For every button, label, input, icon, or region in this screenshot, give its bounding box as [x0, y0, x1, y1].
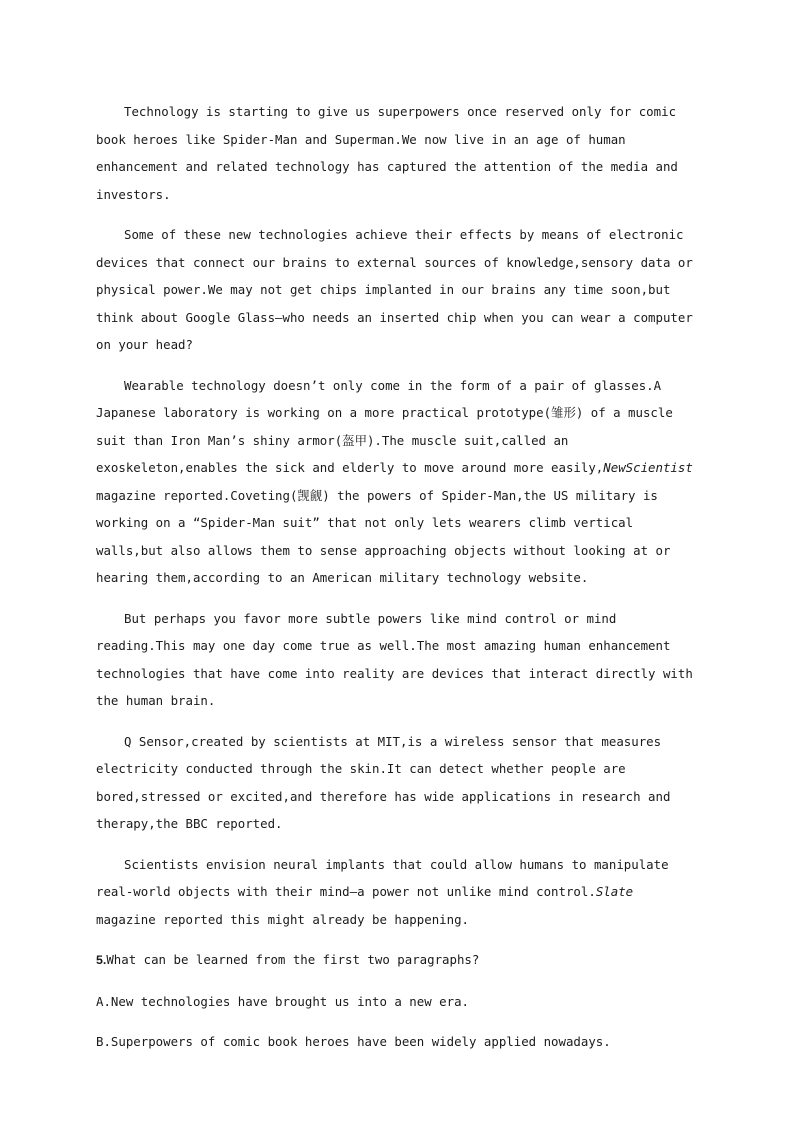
- paragraph-3-part-b: magazine reported.Coveting(觊觎) the powers of Spider-Man,the US military is working on a “Spider-Man suit” that not only lets wearers climb vertical walls,but also allows them to sense approaching objects without looking at or hearing them,according to an American military technology website.: [96, 487, 671, 585]
- paragraph-3: [96, 372, 696, 592]
- question-number: 5.: [96, 953, 107, 967]
- question-text: What can be learned from the first two paragraphs?: [106, 952, 480, 967]
- option-a[interactable]: A.New technologies have brought us into a new era.: [96, 993, 469, 1009]
- paragraph-4: But perhaps you favor more subtle powers like mind control or mind reading.This may one day come true as well.The most amazing human enhancement technologies that have come into reality are devices that interact directly with the human brain.: [96, 610, 693, 708]
- paragraph-6: [96, 851, 696, 934]
- magazine-name-newscientist: NewScientist: [603, 460, 693, 475]
- paragraph-6-part-a: Scientists envision neural implants that could allow humans to manipulate real-world objects with their mind—a power not unlike mind control.: [96, 856, 669, 899]
- paragraph-2: Some of these new technologies achieve their effects by means of electronic devices that connect our brains to external sources of knowledge,sensory data or physical power.We may not get chips implanted in our brains any time soon,but think about Google Glass—who needs an inserted chip when you can wear a computer on your head?: [96, 227, 693, 352]
- question-5: [96, 946, 696, 975]
- paragraph-1: Technology is starting to give us superpowers once reserved only for comic book heroes like Spider-Man and Superman.We now live in an age of human enhancement and related technology has captured the attention of the media and investors.: [96, 104, 678, 202]
- magazine-name-slate: Slate: [595, 884, 634, 899]
- paragraph-3-part-a: Wearable technology doesn’t only come in the form of a pair of glasses.A Japanese laboratory is working on a more practical prototype(雏形) of a muscle suit than Iron Man’s shiny armor(盔甲).The muscle suit,called an exoskeleton,enables the sick and elderly to move around more easily,: [96, 377, 673, 475]
- document-page: [96, 98, 696, 1069]
- option-b[interactable]: B.Superpowers of comic book heroes have been widely applied nowadays.: [96, 1034, 611, 1049]
- paragraph-5: Q Sensor,created by scientists at MIT,is a wireless sensor that measures electricity conducted through the skin.It can detect whether people are bored,stressed or excited,and therefore has wide applications in research and therapy,the BBC reported.: [96, 733, 671, 831]
- paragraph-6-part-b: magazine reported this might already be happening.: [96, 911, 469, 927]
